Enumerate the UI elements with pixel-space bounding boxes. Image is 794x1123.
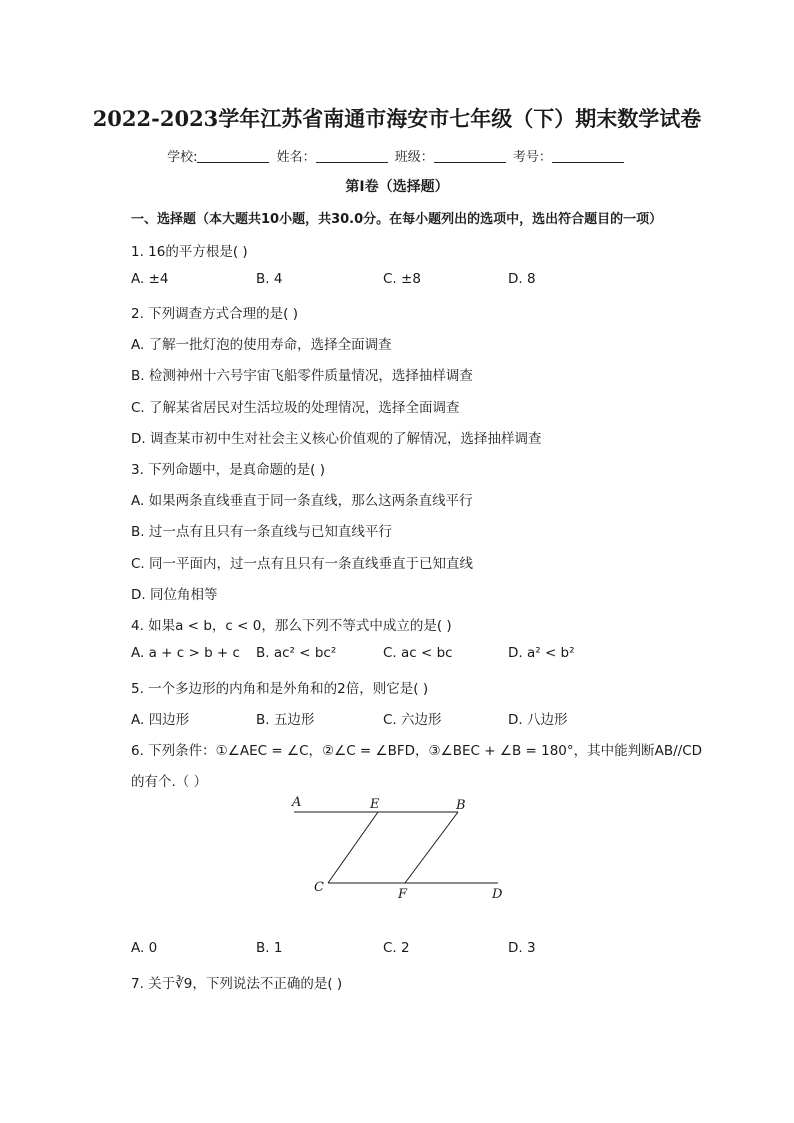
question-4-option-d: D. a² < b²	[508, 645, 575, 661]
name-blank	[316, 148, 388, 163]
question-3-stem: 3. 下列命题中，是真命题的是( )	[131, 462, 325, 478]
section-header: 一、选择题（本大题共10小题，共30.0分。在每小题列出的选项中，选出符合题目的一项）	[131, 212, 663, 227]
point-label-d: D	[492, 887, 503, 902]
question-2-option-c: C. 了解某省居民对生活垃圾的处理情况，选择全面调查	[131, 400, 460, 416]
point-label-a: A	[292, 795, 302, 810]
question-5-stem: 5. 一个多边形的内角和是外角和的2倍，则它是( )	[131, 681, 429, 697]
question-1-option-a: A. ±4	[131, 271, 169, 287]
question-4-option-b: B. ac² < bc²	[256, 645, 337, 661]
question-5-option-b: B. 五边形	[256, 712, 315, 728]
question-6-stem-continued: 的有个.（ ）	[131, 774, 208, 790]
question-3-option-a: A. 如果两条直线垂直于同一条直线，那么这两条直线平行	[131, 493, 473, 509]
question-3-option-b: B. 过一点有且只有一条直线与已知直线平行	[131, 524, 392, 540]
question-4-option-c: C. ac < bc	[383, 645, 453, 661]
question-6-option-b: B. 1	[256, 940, 283, 956]
question-4-option-a: A. a + c > b + c	[131, 645, 240, 661]
class-blank	[434, 148, 506, 163]
question-1-option-d: D. 8	[508, 271, 536, 287]
class-label: 班级：	[394, 150, 434, 165]
question-6-option-c: C. 2	[383, 940, 410, 956]
student-info-row	[0, 146, 794, 165]
question-6-option-a: A. 0	[131, 940, 158, 956]
point-label-c: C	[314, 880, 324, 895]
question-1-stem: 1. 16的平方根是( )	[131, 244, 248, 260]
point-label-b: B	[456, 798, 466, 813]
question-6-stem: 6. 下列条件：①∠AEC = ∠C，②∠C = ∠BFD，③∠BEC + ∠B = 180°，其中能判断AB//CD	[131, 743, 703, 759]
number-blank	[552, 148, 624, 163]
question-5-option-d: D. 八边形	[508, 712, 568, 728]
question-3-option-c: C. 同一平面内，过一点有且只有一条直线垂直于已知直线	[131, 556, 474, 572]
question-5-option-a: A. 四边形	[131, 712, 190, 728]
question-2-stem: 2. 下列调查方式合理的是( )	[131, 306, 298, 322]
segment-ec	[328, 812, 378, 883]
question-5-option-c: C. 六边形	[383, 712, 442, 728]
question-2-option-b: B. 检测神州十六号宇宙飞船零件质量情况，选择抽样调查	[131, 368, 473, 384]
question-2-option-d: D. 调查某市初中生对社会主义核心价值观的了解情况，选择抽样调查	[131, 431, 542, 447]
point-label-e: E	[370, 797, 380, 812]
parallel-lines-figure	[280, 790, 510, 905]
school-blank	[197, 148, 269, 163]
number-label: 考号：	[512, 150, 552, 165]
school-label: 学校:	[167, 150, 198, 165]
point-label-f: F	[398, 887, 408, 902]
question-3-option-d: D. 同位角相等	[131, 587, 218, 603]
name-label: 姓名：	[276, 150, 316, 165]
part-title: 第I卷（选择题）	[345, 179, 449, 195]
question-2-option-a: A. 了解一批灯泡的使用寿命，选择全面调查	[131, 337, 392, 353]
question-1-option-b: B. 4	[256, 271, 283, 287]
question-7-stem: 7. 关于∛9，下列说法不正确的是( )	[131, 976, 343, 992]
question-1-option-c: C. ±8	[383, 271, 421, 287]
question-4-stem: 4. 如果a < b，c < 0，那么下列不等式中成立的是( )	[131, 618, 452, 634]
segment-bf	[405, 812, 458, 883]
exam-title: 2022-2023学年江苏省南通市海安市七年级（下）期末数学试卷	[92, 106, 702, 131]
question-6-option-d: D. 3	[508, 940, 536, 956]
